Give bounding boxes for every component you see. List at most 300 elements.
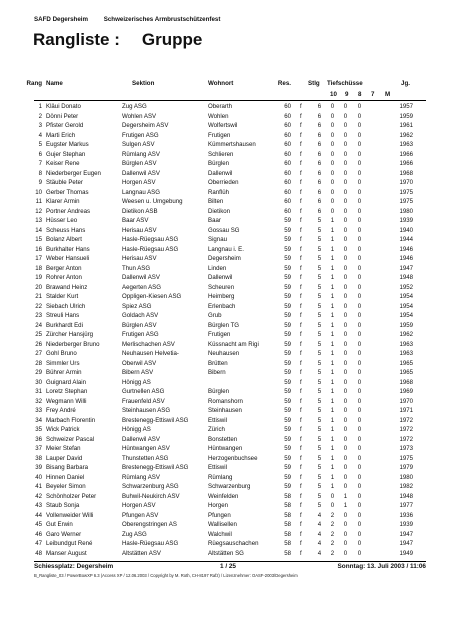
row-name: Pfister Gerold xyxy=(46,122,84,129)
col-jg: Jg. xyxy=(401,80,410,87)
row-stlg: f xyxy=(300,464,302,471)
row-8: 0 xyxy=(343,331,348,338)
row-8: 0 xyxy=(343,321,348,329)
row-wohnort: Romanshorn xyxy=(208,397,243,405)
row-sektion: Horgen ASV xyxy=(122,502,156,509)
row-stlg: f xyxy=(300,378,302,386)
row-sektion: Thun ASG xyxy=(122,264,151,272)
table-row xyxy=(0,330,453,340)
row-wohnort: Altstätten SG xyxy=(208,549,244,557)
row-8: 0 xyxy=(343,245,348,253)
table-row xyxy=(0,397,453,407)
row-7: 0 xyxy=(357,179,362,186)
row-name: Dönni Peter xyxy=(46,112,79,120)
row-sektion: Dietikon ASB xyxy=(122,207,158,215)
table-row xyxy=(0,207,453,217)
row-name: Loretz Stephan xyxy=(46,388,88,395)
row-wohnort: Hüntwangen xyxy=(208,445,243,452)
row-rank: 44 xyxy=(35,511,42,519)
row-8: 0 xyxy=(343,445,348,452)
row-name: Stalder Kurt xyxy=(46,293,79,300)
row-jg: 1972 xyxy=(399,426,413,433)
row-res: 59 xyxy=(284,464,291,471)
row-rank: 40 xyxy=(35,473,42,481)
row-7: 0 xyxy=(357,407,362,414)
row-sektion: Baar ASV xyxy=(122,217,149,224)
row-rank: 41 xyxy=(35,483,42,490)
row-res: 59 xyxy=(284,283,291,291)
row-8: 0 xyxy=(343,264,348,272)
row-name: Burkhalter Hans xyxy=(46,245,90,253)
row-10: 5 xyxy=(317,302,322,310)
row-10: 5 xyxy=(317,492,322,500)
row-stlg: f xyxy=(300,445,302,452)
row-sektion: Buhwil-Neukirch ASV xyxy=(122,492,180,500)
row-9: 0 xyxy=(330,150,335,158)
row-sektion: Thunstetten ASG xyxy=(122,454,169,462)
table-row xyxy=(0,520,453,530)
row-7: 0 xyxy=(357,217,362,224)
row-wohnort: Degersheim xyxy=(208,255,241,262)
row-wohnort: Bürglen TG xyxy=(208,321,240,329)
table-row xyxy=(0,197,453,207)
row-name: Hüsser Leo xyxy=(46,217,78,224)
row-sektion: Hasle-Rüegsau ASG xyxy=(122,540,179,547)
row-sektion: Rümlang ASV xyxy=(122,473,160,481)
row-sektion: Dallenwil ASV xyxy=(122,274,160,281)
row-7: 0 xyxy=(357,103,362,110)
row-wohnort: Signau xyxy=(208,236,227,243)
table-row xyxy=(0,359,453,369)
row-8: 1 xyxy=(343,502,348,509)
row-name: Burkhardt Edi xyxy=(46,321,83,329)
row-7: 0 xyxy=(357,283,362,291)
row-10: 5 xyxy=(317,483,322,490)
row-rank: 46 xyxy=(35,530,42,538)
row-res: 58 xyxy=(284,492,291,500)
row-stlg: f xyxy=(300,236,302,243)
row-stlg: f xyxy=(300,217,302,224)
row-wohnort: Wallisellen xyxy=(208,521,237,528)
row-res: 60 xyxy=(284,131,291,139)
row-wohnort: Ettiswil xyxy=(208,416,227,424)
row-name: Staub Sonja xyxy=(46,502,80,509)
row-stlg: f xyxy=(300,255,302,262)
row-8: 0 xyxy=(343,416,348,424)
row-sektion: Altstätten ASV xyxy=(122,549,161,557)
row-name: Gujer Stephan xyxy=(46,150,86,158)
row-9: 0 xyxy=(330,179,335,186)
row-res: 59 xyxy=(284,274,291,281)
footer xyxy=(34,563,426,570)
row-rank: 16 xyxy=(35,245,42,253)
row-res: 59 xyxy=(284,473,291,481)
row-sektion: Bibern ASV xyxy=(122,369,154,376)
row-stlg: f xyxy=(300,264,302,272)
row-wohnort: Horgen xyxy=(208,502,228,509)
row-rank: 38 xyxy=(35,454,42,462)
row-res: 60 xyxy=(284,103,291,110)
row-9: 2 xyxy=(330,530,335,538)
row-rank: 29 xyxy=(35,369,42,376)
row-name: Portner Andreas xyxy=(46,207,91,215)
row-10: 6 xyxy=(317,131,322,139)
row-wohnort: Schwarzenburg xyxy=(208,483,251,490)
row-sektion: Brestenegg-Ettiswil ASG xyxy=(122,416,189,424)
row-name: Niederberger Bruno xyxy=(46,340,100,348)
row-10: 6 xyxy=(317,169,322,177)
row-stlg: f xyxy=(300,388,302,395)
row-stlg: f xyxy=(300,473,302,481)
row-name: Niederberger Eugen xyxy=(46,169,101,177)
row-name: Berger Anton xyxy=(46,264,82,272)
table-row xyxy=(0,425,453,435)
row-8: 0 xyxy=(343,226,348,234)
row-res: 59 xyxy=(284,245,291,253)
row-res: 59 xyxy=(284,340,291,348)
row-stlg: f xyxy=(300,397,302,405)
row-9: 1 xyxy=(330,454,335,462)
row-8: 0 xyxy=(343,160,348,167)
row-7: 0 xyxy=(357,530,362,538)
table-row xyxy=(0,235,453,245)
row-9: 1 xyxy=(330,274,335,281)
row-sektion: Dallenwil ASV xyxy=(122,435,160,443)
row-jg: 1975 xyxy=(399,188,413,196)
row-sektion: Herisau ASV xyxy=(122,226,157,234)
row-wohnort: Rüegsauschachen xyxy=(208,540,259,547)
row-8: 0 xyxy=(343,511,348,519)
row-res: 59 xyxy=(284,378,291,386)
row-10: 6 xyxy=(317,103,322,110)
row-9: 0 xyxy=(330,122,335,129)
row-stlg: f xyxy=(300,302,302,310)
row-rank: 32 xyxy=(35,397,42,405)
row-rank: 48 xyxy=(35,549,42,557)
row-rank: 45 xyxy=(35,521,42,528)
row-name: Beyeler Simon xyxy=(46,483,86,490)
row-sektion: Oberwil ASV xyxy=(122,359,157,367)
row-res: 60 xyxy=(284,112,291,120)
row-8: 0 xyxy=(343,207,348,215)
row-7: 0 xyxy=(357,302,362,310)
row-7: 0 xyxy=(357,274,362,281)
row-res: 59 xyxy=(284,217,291,224)
row-jg: 1939 xyxy=(399,521,413,528)
row-sektion: Neuhausen Helvetia- xyxy=(122,350,179,357)
row-res: 60 xyxy=(284,122,291,129)
row-8: 0 xyxy=(343,426,348,433)
row-res: 60 xyxy=(284,179,291,186)
row-sektion: Langnau ASG xyxy=(122,188,160,196)
row-8: 0 xyxy=(343,150,348,158)
table-row xyxy=(0,368,453,378)
row-10: 5 xyxy=(317,407,322,414)
col-7: 7 xyxy=(371,91,375,98)
row-8: 0 xyxy=(343,540,348,547)
row-rank: 1 xyxy=(38,103,42,110)
row-wohnort: Grub xyxy=(208,312,222,319)
row-sektion: Rümlang ASV xyxy=(122,150,160,158)
row-rank: 34 xyxy=(35,416,42,424)
row-name: Manser August xyxy=(46,549,87,557)
table-row xyxy=(0,311,453,321)
row-9: 0 xyxy=(330,141,335,148)
row-stlg: f xyxy=(300,226,302,234)
row-res: 60 xyxy=(284,160,291,167)
row-10: 5 xyxy=(317,416,322,424)
table-row xyxy=(0,501,453,511)
row-jg: 1947 xyxy=(399,264,413,272)
row-rank: 19 xyxy=(35,274,42,281)
row-wohnort: Schlieren xyxy=(208,150,234,158)
row-jg: 1965 xyxy=(399,359,413,367)
row-name: Keiser Rene xyxy=(46,160,80,167)
row-sektion: Frauenfeld ASV xyxy=(122,397,165,405)
row-9: 1 xyxy=(330,255,335,262)
row-rank: 30 xyxy=(35,378,42,386)
row-9: 1 xyxy=(330,445,335,452)
row-9: 0 xyxy=(330,502,335,509)
row-sektion: Hönigg AS xyxy=(122,378,151,386)
table-row xyxy=(0,530,453,540)
row-stlg: f xyxy=(300,549,302,557)
row-jg: 1963 xyxy=(399,141,413,148)
row-wohnort: Ettiswil xyxy=(208,464,227,471)
row-jg: 1940 xyxy=(399,226,413,234)
row-8: 0 xyxy=(343,188,348,196)
row-7: 0 xyxy=(357,169,362,177)
row-jg: 1947 xyxy=(399,530,413,538)
row-10: 5 xyxy=(317,388,322,395)
row-rank: 28 xyxy=(35,359,42,367)
row-sektion: Bürglen ASV xyxy=(122,160,157,167)
row-res: 59 xyxy=(284,388,291,395)
table-row xyxy=(0,340,453,350)
row-jg: 1962 xyxy=(399,131,413,139)
table-row xyxy=(0,378,453,388)
row-rank: 2 xyxy=(38,112,42,120)
row-10: 5 xyxy=(317,255,322,262)
row-res: 59 xyxy=(284,226,291,234)
row-7: 0 xyxy=(357,112,362,120)
row-jg: 1948 xyxy=(399,274,413,281)
row-wohnort: Dietikon xyxy=(208,207,231,215)
row-name: Gerber Thomas xyxy=(46,188,89,196)
row-8: 0 xyxy=(343,217,348,224)
row-sektion: Aegerten ASG xyxy=(122,283,161,291)
row-rank: 31 xyxy=(35,388,42,395)
row-rank: 17 xyxy=(35,255,42,262)
row-stlg: f xyxy=(300,483,302,490)
row-sektion: Hüntwangen ASV xyxy=(122,445,170,452)
row-wohnort: Küssnacht am Rigi xyxy=(208,340,259,348)
row-10: 6 xyxy=(317,179,322,186)
row-7: 0 xyxy=(357,454,362,462)
footer-date: Sonntag: 13. Juli 2003 / 11:06 xyxy=(337,563,426,570)
row-7: 0 xyxy=(357,226,362,234)
row-wohnort: Bibern xyxy=(208,369,226,376)
row-rank: 37 xyxy=(35,445,42,452)
row-9: 1 xyxy=(330,245,335,253)
row-stlg: f xyxy=(300,122,302,129)
row-7: 0 xyxy=(357,245,362,253)
table-row xyxy=(0,245,453,255)
row-rank: 13 xyxy=(35,217,42,224)
row-name: Simmler Urs xyxy=(46,359,80,367)
row-wohnort: Steinhausen xyxy=(208,407,242,414)
row-stlg: f xyxy=(300,359,302,367)
row-jg: 1946 xyxy=(399,255,413,262)
row-name: Stäuble Peter xyxy=(46,179,83,186)
row-name: Siebach Ulrich xyxy=(46,302,86,310)
row-8: 0 xyxy=(343,473,348,481)
row-stlg: f xyxy=(300,454,302,462)
row-9: 2 xyxy=(330,540,335,547)
row-rank: 10 xyxy=(35,188,42,196)
row-jg: 1966 xyxy=(399,150,413,158)
row-7: 0 xyxy=(357,445,362,452)
row-stlg: f xyxy=(300,103,302,110)
row-8: 0 xyxy=(343,274,348,281)
col-10: 10 xyxy=(330,91,337,98)
row-jg: 1954 xyxy=(399,302,413,310)
row-10: 6 xyxy=(317,198,322,205)
row-rank: 6 xyxy=(38,150,42,158)
row-7: 0 xyxy=(357,255,362,262)
row-10: 5 xyxy=(317,426,322,433)
row-stlg: f xyxy=(300,245,302,253)
row-sektion: Hönigg AS xyxy=(122,426,151,433)
row-name: Klarer Armin xyxy=(46,198,80,205)
table-row xyxy=(0,435,453,445)
row-10: 4 xyxy=(317,530,322,538)
row-stlg: f xyxy=(300,350,302,357)
row-jg: 1973 xyxy=(399,445,413,452)
row-sektion: Hasle-Rüegsau ASG xyxy=(122,245,179,253)
row-name: Bührer Armin xyxy=(46,369,82,376)
row-8: 0 xyxy=(343,407,348,414)
row-9: 1 xyxy=(330,331,335,338)
row-stlg: f xyxy=(300,540,302,547)
row-9: 0 xyxy=(330,198,335,205)
row-res: 60 xyxy=(284,198,291,205)
row-9: 1 xyxy=(330,426,335,433)
row-rank: 43 xyxy=(35,502,42,509)
row-res: 59 xyxy=(284,264,291,272)
row-9: 2 xyxy=(330,511,335,519)
row-9: 2 xyxy=(330,549,335,557)
row-stlg: f xyxy=(300,492,302,500)
row-9: 1 xyxy=(330,388,335,395)
row-name: Gut Erwin xyxy=(46,521,73,528)
row-8: 0 xyxy=(343,131,348,139)
row-10: 5 xyxy=(317,274,322,281)
row-10: 4 xyxy=(317,549,322,557)
row-rank: 18 xyxy=(35,264,42,272)
row-sektion: Oberengstringen AS xyxy=(122,521,177,528)
row-9: 1 xyxy=(330,312,335,319)
row-rank: 47 xyxy=(35,540,42,547)
row-8: 0 xyxy=(343,236,348,243)
col-res: Res. xyxy=(277,80,291,87)
row-7: 0 xyxy=(357,378,362,386)
row-res: 59 xyxy=(284,407,291,414)
table-row xyxy=(0,302,453,312)
footer-page: 1 / 25 xyxy=(220,563,236,570)
row-stlg: f xyxy=(300,321,302,329)
row-10: 5 xyxy=(317,217,322,224)
row-stlg: f xyxy=(300,407,302,414)
row-7: 0 xyxy=(357,369,362,376)
row-7: 0 xyxy=(357,388,362,395)
row-jg: 1968 xyxy=(399,378,413,386)
row-wohnort: Frutigen xyxy=(208,131,231,139)
row-jg: 1970 xyxy=(399,397,413,405)
row-jg: 1972 xyxy=(399,416,413,424)
row-10: 6 xyxy=(317,150,322,158)
row-wohnort: Heimberg xyxy=(208,293,235,300)
row-name: Marbach Florentin xyxy=(46,416,96,424)
row-rank: 21 xyxy=(35,293,42,300)
row-name: Leibundgut René xyxy=(46,540,93,547)
row-wohnort: Bürglen xyxy=(208,388,230,395)
row-name: Vollenweider Willi xyxy=(46,511,94,519)
row-9: 1 xyxy=(330,483,335,490)
row-jg: 1972 xyxy=(399,435,413,443)
row-7: 0 xyxy=(357,207,362,215)
row-10: 5 xyxy=(317,464,322,471)
row-10: 5 xyxy=(317,350,322,357)
row-rank: 20 xyxy=(35,283,42,291)
row-7: 0 xyxy=(357,236,362,243)
table-row xyxy=(0,121,453,131)
row-res: 59 xyxy=(284,397,291,405)
row-jg: 1969 xyxy=(399,388,413,395)
row-wohnort: Erlenbach xyxy=(208,302,236,310)
row-name: Hinnen Daniel xyxy=(46,473,85,481)
row-10: 5 xyxy=(317,236,322,243)
row-9: 1 xyxy=(330,350,335,357)
table-row xyxy=(0,226,453,236)
row-res: 59 xyxy=(284,483,291,490)
table-row xyxy=(0,416,453,426)
row-8: 0 xyxy=(343,103,348,110)
row-9: 1 xyxy=(330,264,335,272)
row-res: 59 xyxy=(284,312,291,319)
row-wohnort: Linden xyxy=(208,264,227,272)
row-10: 5 xyxy=(317,378,322,386)
row-wohnort: Brütten xyxy=(208,359,228,367)
row-wohnort: Zürich xyxy=(208,426,225,433)
row-10: 6 xyxy=(317,141,322,148)
col-name: Name xyxy=(46,80,63,87)
row-stlg: f xyxy=(300,312,302,319)
row-res: 59 xyxy=(284,302,291,310)
row-10: 5 xyxy=(317,312,322,319)
row-res: 59 xyxy=(284,331,291,338)
row-sektion: Degersheim ASV xyxy=(122,122,169,129)
row-10: 5 xyxy=(317,359,322,367)
row-name: Meier Stefan xyxy=(46,445,81,452)
row-9: 1 xyxy=(330,283,335,291)
row-rank: 7 xyxy=(38,160,42,167)
row-7: 0 xyxy=(357,397,362,405)
row-res: 58 xyxy=(284,511,291,519)
row-10: 5 xyxy=(317,245,322,253)
row-10: 5 xyxy=(317,502,322,509)
table-row xyxy=(0,349,453,359)
